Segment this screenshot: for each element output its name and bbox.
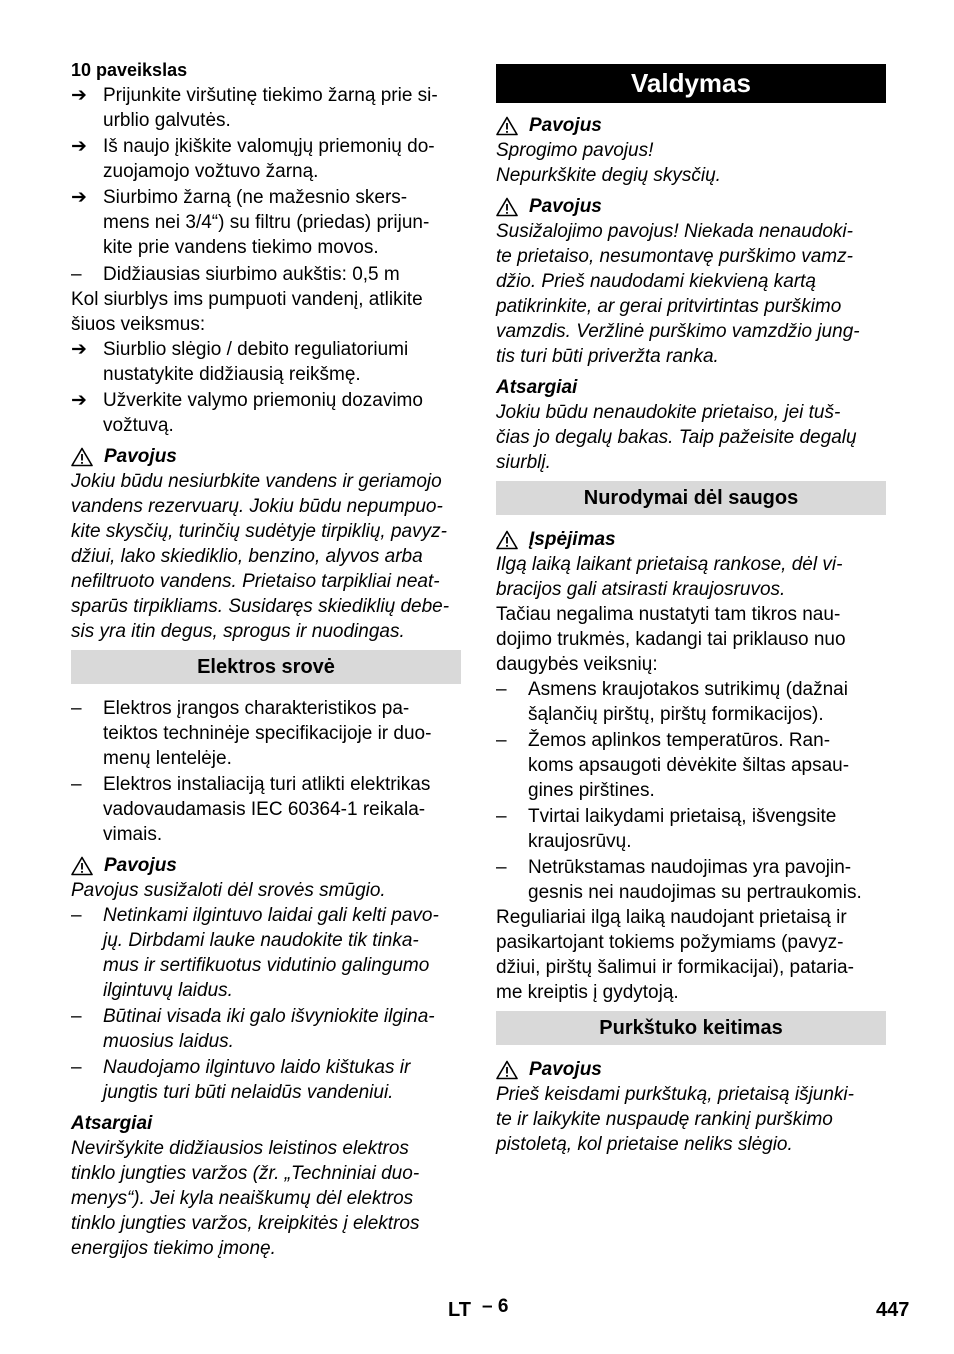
dash-icon: – <box>496 857 507 878</box>
dash-icon: – <box>496 730 507 751</box>
section-heading-elektros: Elektros srovė <box>71 650 461 684</box>
dash-icon: – <box>71 774 82 795</box>
warning-heading: Pavojus <box>496 194 886 219</box>
warning-text: Sprogimo pavojus! Nepurkškite degių skysčių. <box>496 140 721 186</box>
arrow-icon: ➔ <box>71 390 87 411</box>
dash-item: – Didžiausias siurbimo aukštis: 0,5 m <box>71 264 400 285</box>
list-item: – Tvirtai laikydami prietaisą, išvengsite kraujosrūvų. <box>496 806 837 852</box>
warning-triangle-icon <box>71 856 93 876</box>
arrow-list-1 <box>71 83 461 260</box>
right-column <box>496 58 886 1157</box>
list-item: – Žemos aplinkos temperatūros. Ran- koms apsaugoti dėvėkite šiltas apsau- gines pirštines. <box>496 730 850 801</box>
warning-heading: Įspėjimas <box>496 527 886 552</box>
warning-heading: Pavojus <box>496 113 886 138</box>
footer-language: LT <box>448 1299 471 1321</box>
dash-icon: – <box>71 698 82 719</box>
caution-text: Neviršykite didžiausios leistinos elektros tinklo jungties varžos (žr. „Techniniai duo- menys“). Jei kyla neaiškumų dėl elektros tinklo jungties varžos, kreipkitės į elektros energijos tiekimo įmonę. <box>71 1138 420 1259</box>
warning-triangle-icon <box>71 447 93 467</box>
list-item: – Elektros instaliaciją turi atlikti elektrikas vadovaudamasis IEC 60364-1 reikala- vimais. <box>71 774 431 845</box>
section-heading-saugos: Nurodymai dėl saugos <box>496 481 886 515</box>
dash-icon: – <box>71 905 82 926</box>
list-item: – Būtinai visada iki galo išvyniokite ilgina- muosius laidus. <box>71 1006 435 1052</box>
warning-text: Prieš keisdami purkštuką, prietaisą išjunki- te ir laikykite nuspaudę rankinį purškimo pistoletą, kol prietaise neliks slėgio. <box>496 1084 854 1155</box>
paragraph: Kol siurblys ims pumpuoti vandenį, atlikite šiuos veiksmus: <box>71 289 423 335</box>
paragraph: Tačiau negalima nustatyti tam tikros nau- dojimo trukmės, kadangi tai priklauso nuo daugybės veiksnių: <box>496 604 846 675</box>
caution-heading: Atsargiai <box>496 377 578 398</box>
list-item: ➔ Siurblio slėgio / debito reguliatoriumi nustatykite didžiausią reikšmę. <box>71 339 409 385</box>
list-item: ➔ Prijunkite viršutinę tiekimo žarną prie si- urblio galvutės. <box>71 85 438 131</box>
section-heading-valdymas: Valdymas <box>496 64 886 103</box>
arrow-icon: ➔ <box>71 339 87 360</box>
figure-label: 10 paveikslas <box>71 60 188 80</box>
warning-text: Susižalojimo pavojus! Niekada nenaudoki- te prietaiso, nesumontavę purškimo vamz- džio. Prieš naudodami kiekvieną kartą patikrinkite, ar gerai pritvirtintas purškimo vamzdis. Veržlinė purškimo vamzdžio jung- tis turi būti priveržta ranka. <box>496 221 860 367</box>
warning-triangle-icon <box>496 197 518 217</box>
warning-text: Ilgą laiką laikant prietaisą rankose, dėl vi- bracijos gali atsirasti kraujosruvos. <box>496 554 843 600</box>
list-item: – Netinkami ilgintuvo laidai gali kelti pavo- jų. Dirbdami lauke naudokite tik tinka- mus ir sertifikuotus vidutinio galingumo ilgintuvų laidus. <box>71 905 439 1001</box>
list-item: – Elektros įrangos charakteristikos pa- teiktos techninėje specifikacijoje ir duo- menų lentelėje. <box>71 698 432 769</box>
dash-list-warning <box>71 903 461 1105</box>
caution-text: Jokiu būdu nenaudokite prietaiso, jei tuš- čias jo degalų bakas. Taip pažeisite degalų siurblį. <box>496 402 857 473</box>
warning-triangle-icon <box>496 530 518 550</box>
paragraph: Reguliariai ilgą laiką naudojant prietaisą ir pasikartojant tokiems požymiams (pavyz- džiui, pirštų šalimui ir formikacijai), pataria- me kreiptis į gydytoją. <box>496 907 854 1003</box>
warning-text: Pavojus susižaloti dėl srovės smūgio. <box>71 880 386 901</box>
list-item: ➔ Užverkite valymo priemonių dozavimo vožtuvą. <box>71 390 423 436</box>
dash-icon: – <box>71 264 82 285</box>
list-item: ➔ Siurbimo žarną (ne mažesnio skers- mens nei 3/4“) su filtru (priedas) prijun- kite prie vandens tiekimo movos. <box>71 187 430 258</box>
dash-icon: – <box>496 679 507 700</box>
dash-icon: – <box>71 1006 82 1027</box>
warning-heading: Pavojus <box>71 853 461 878</box>
left-column <box>71 58 461 1261</box>
section-heading-keitimas: Purkštuko keitimas <box>496 1011 886 1045</box>
list-item: – Naudojamo ilgintuvo laido kištukas ir jungtis turi būti nelaidūs vandeniui. <box>71 1057 411 1103</box>
dash-icon: – <box>496 806 507 827</box>
arrow-list-2 <box>71 337 461 438</box>
list-item: – Netrūkstamas naudojimas yra pavojin- gesnis nei naudojimas su pertraukomis. <box>496 857 862 903</box>
dash-icon: – <box>71 1057 82 1078</box>
warning-triangle-icon <box>496 1060 518 1080</box>
list-item: ➔ Iš naujo įkiškite valomųjų priemonių do- zuojamojo vožtuvo žarną. <box>71 136 435 182</box>
arrow-icon: ➔ <box>71 85 87 106</box>
dash-list-elektros <box>71 696 461 847</box>
warning-heading: Pavojus <box>496 1057 886 1082</box>
warning-heading: Pavojus <box>71 444 461 469</box>
footer-page-number: 447 <box>876 1299 910 1321</box>
warning-text: Jokiu būdu nesiurbkite vandens ir geriamojo vandens rezervuarų. Jokiu būdu nepumpuo- kite skysčių, turinčių sudėtyje tirpiklių, pavyz- džiui, lako skiediklio, benzino, alyvos arba nefiltruoto vandens. Prietaiso tarpikliai neat- sparūs tirpikliams. Susidaręs skiediklių debe- sis yra itin degus, sprogus ir nuodingas. <box>71 471 450 642</box>
arrow-icon: ➔ <box>71 136 87 157</box>
dash-list-saugos <box>496 677 886 905</box>
list-item: – Asmens kraujotakos sutrikimų (dažnai šąlančių pirštų, pirštų formikacijos). <box>496 679 848 725</box>
caution-heading: Atsargiai <box>71 1113 153 1134</box>
warning-triangle-icon <box>496 116 518 136</box>
arrow-icon: ➔ <box>71 187 87 208</box>
footer-page-local: – 6 <box>482 1296 509 1317</box>
